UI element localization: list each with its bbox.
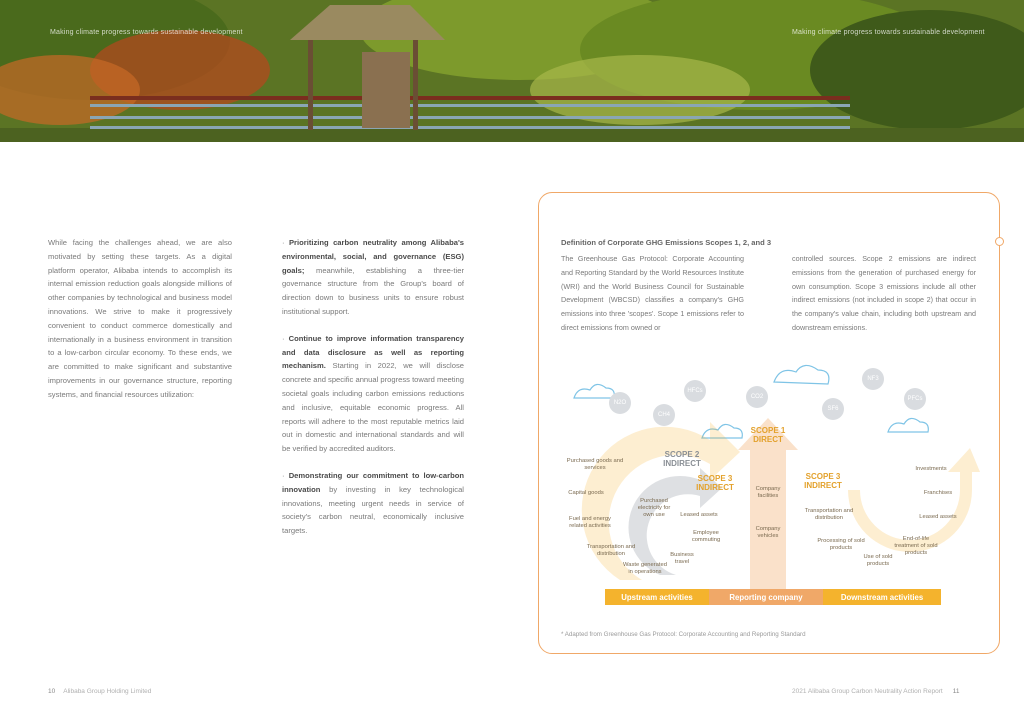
- footer-company: Alibaba Group Holding Limited: [63, 688, 152, 695]
- label-purchased-electricity: Purchased electricity for own use: [637, 498, 671, 518]
- footer-right: [792, 688, 959, 695]
- downstream-activities: Downstream activities: [823, 589, 941, 605]
- scope1-label: SCOPE 1 DIRECT: [750, 426, 786, 444]
- gas-n2o: N2O: [609, 392, 631, 414]
- label-company-facilities: Company facilities: [755, 486, 781, 499]
- footnote: * Adapted from Greenhouse Gas Protocol: Corporate Accounting and Reporting Standard: [561, 631, 806, 638]
- label-business-travel: Business travel: [670, 552, 694, 565]
- reporting-company: Reporting company: [709, 589, 823, 605]
- banner-caption-left: Making climate progress towards sustainable development: [50, 29, 243, 36]
- gas-pfcs: PFCs: [904, 388, 926, 410]
- scope3-downstream-label: SCOPE 3 INDIRECT: [804, 472, 842, 490]
- garden-bridge-illustration: [0, 0, 1024, 142]
- label-waste: Waste generated in operations: [623, 562, 667, 575]
- label-purchased-goods: Purchased goods and services: [566, 458, 624, 471]
- label-upstream-leased: Leased assets: [680, 512, 718, 518]
- definition-text-2: controlled sources. Scope 2 emissions are indirect emissions from the generation of purchased energy for own consumption. Scope 3 emissions include all other indirect emissions (not included in scope 2) that occur in the company's value chain, including both upstream and downstream emissions.: [792, 254, 976, 332]
- activities-bar: [605, 589, 941, 605]
- label-end-of-life: End-of-life treatment of sold products: [894, 536, 938, 556]
- box-connector-line: [999, 245, 1000, 285]
- gas-nf3: NF3: [862, 368, 884, 390]
- commitments-list: [282, 236, 464, 551]
- label-processing: Processing of sold products: [817, 538, 865, 551]
- upstream-activities: Upstream activities: [605, 589, 709, 605]
- commitment-governance: · Prioritizing carbon neutrality among Alibaba's environmental, social, and governance (ESG) goals; meanwhile, establishing a three-tier governance structure from the Group's board of direction down to business units to ensure robust institutional support.: [282, 238, 464, 316]
- gas-sf6: SF6: [822, 398, 844, 420]
- scope2-label: SCOPE 2 INDIRECT: [663, 450, 701, 468]
- gas-co2: CO2: [746, 386, 768, 408]
- label-investments: Investments: [915, 466, 947, 472]
- intro-paragraph: While facing the challenges ahead, we are also motivated by setting these targets. As a digital platform operator, Alibaba intends to accomplish its internal emission reduction goals alongside millions of other companies by technological and business model innovations. We strive to make it progressively convenient to conduct commerce domestically and internationally in a business environment in transition to a low-carbon circular economy. To these ends, we are committed to make significant and substantive improvements in our governance structure, reporting systems, and financial resources utilization:: [48, 238, 232, 399]
- page-number-left: 10: [48, 688, 56, 695]
- label-fuel-energy: Fuel and energy related activities: [569, 516, 611, 529]
- header-photo: [0, 0, 1024, 142]
- label-capital-goods: Capital goods: [568, 490, 604, 496]
- page-number-right: 11: [952, 688, 960, 695]
- scope3-upstream-label: SCOPE 3 INDIRECT: [696, 474, 734, 492]
- definition-text-1: The Greenhouse Gas Protocol: Corporate Accounting and Reporting Standard by the World Resources Institute (WRI) and the World Business Council for Sustainable Development (WBCSD) classifies a company's GHG emissions into three 'scopes'. Scope 1 emissions refer to direct emissions from owned or: [561, 254, 744, 332]
- label-downstream-leased: Leased assets: [919, 514, 957, 520]
- label-employee-commuting: Employee commuting: [691, 530, 721, 543]
- label-use-of-products: Use of sold products: [863, 554, 893, 567]
- footer-left: [48, 688, 151, 695]
- label-company-vehicles: Company vehicles: [755, 526, 781, 539]
- definition-title: Definition of Corporate GHG Emissions Scopes 1, 2, and 3: [561, 238, 772, 247]
- label-upstream-transport: Transportation and distribution: [586, 544, 636, 557]
- gas-hfcs: HFCs: [684, 380, 706, 402]
- commitment-transparency: · Continue to improve information transparency and data disclosure as well as reporting mechanism. Starting in 2022, we will disclose concrete and specific annual progress toward meeting societal goals including carbon emissions reductions and inclusive, equitable economic progress. All reports will adhere to the most reputable metrics laid out in domestic and international standards and will be verified by accredited auditors.: [282, 333, 464, 454]
- banner-caption-right: Making climate progress towards sustainable development: [792, 29, 985, 36]
- footer-report-title: 2021 Alibaba Group Carbon Neutrality Action Report: [792, 688, 943, 695]
- label-downstream-transport: Transportation and distribution: [804, 508, 854, 521]
- box-connector-dot: [995, 237, 1004, 246]
- gas-ch4: CH4: [653, 404, 675, 426]
- commitment-innovation: · Demonstrating our commitment to low-carbon innovation by investing in key technological innovations, meeting urgent needs in service of society's carbon neutral, economically inclusive targets.: [282, 470, 464, 536]
- label-franchises: Franchises: [923, 490, 953, 496]
